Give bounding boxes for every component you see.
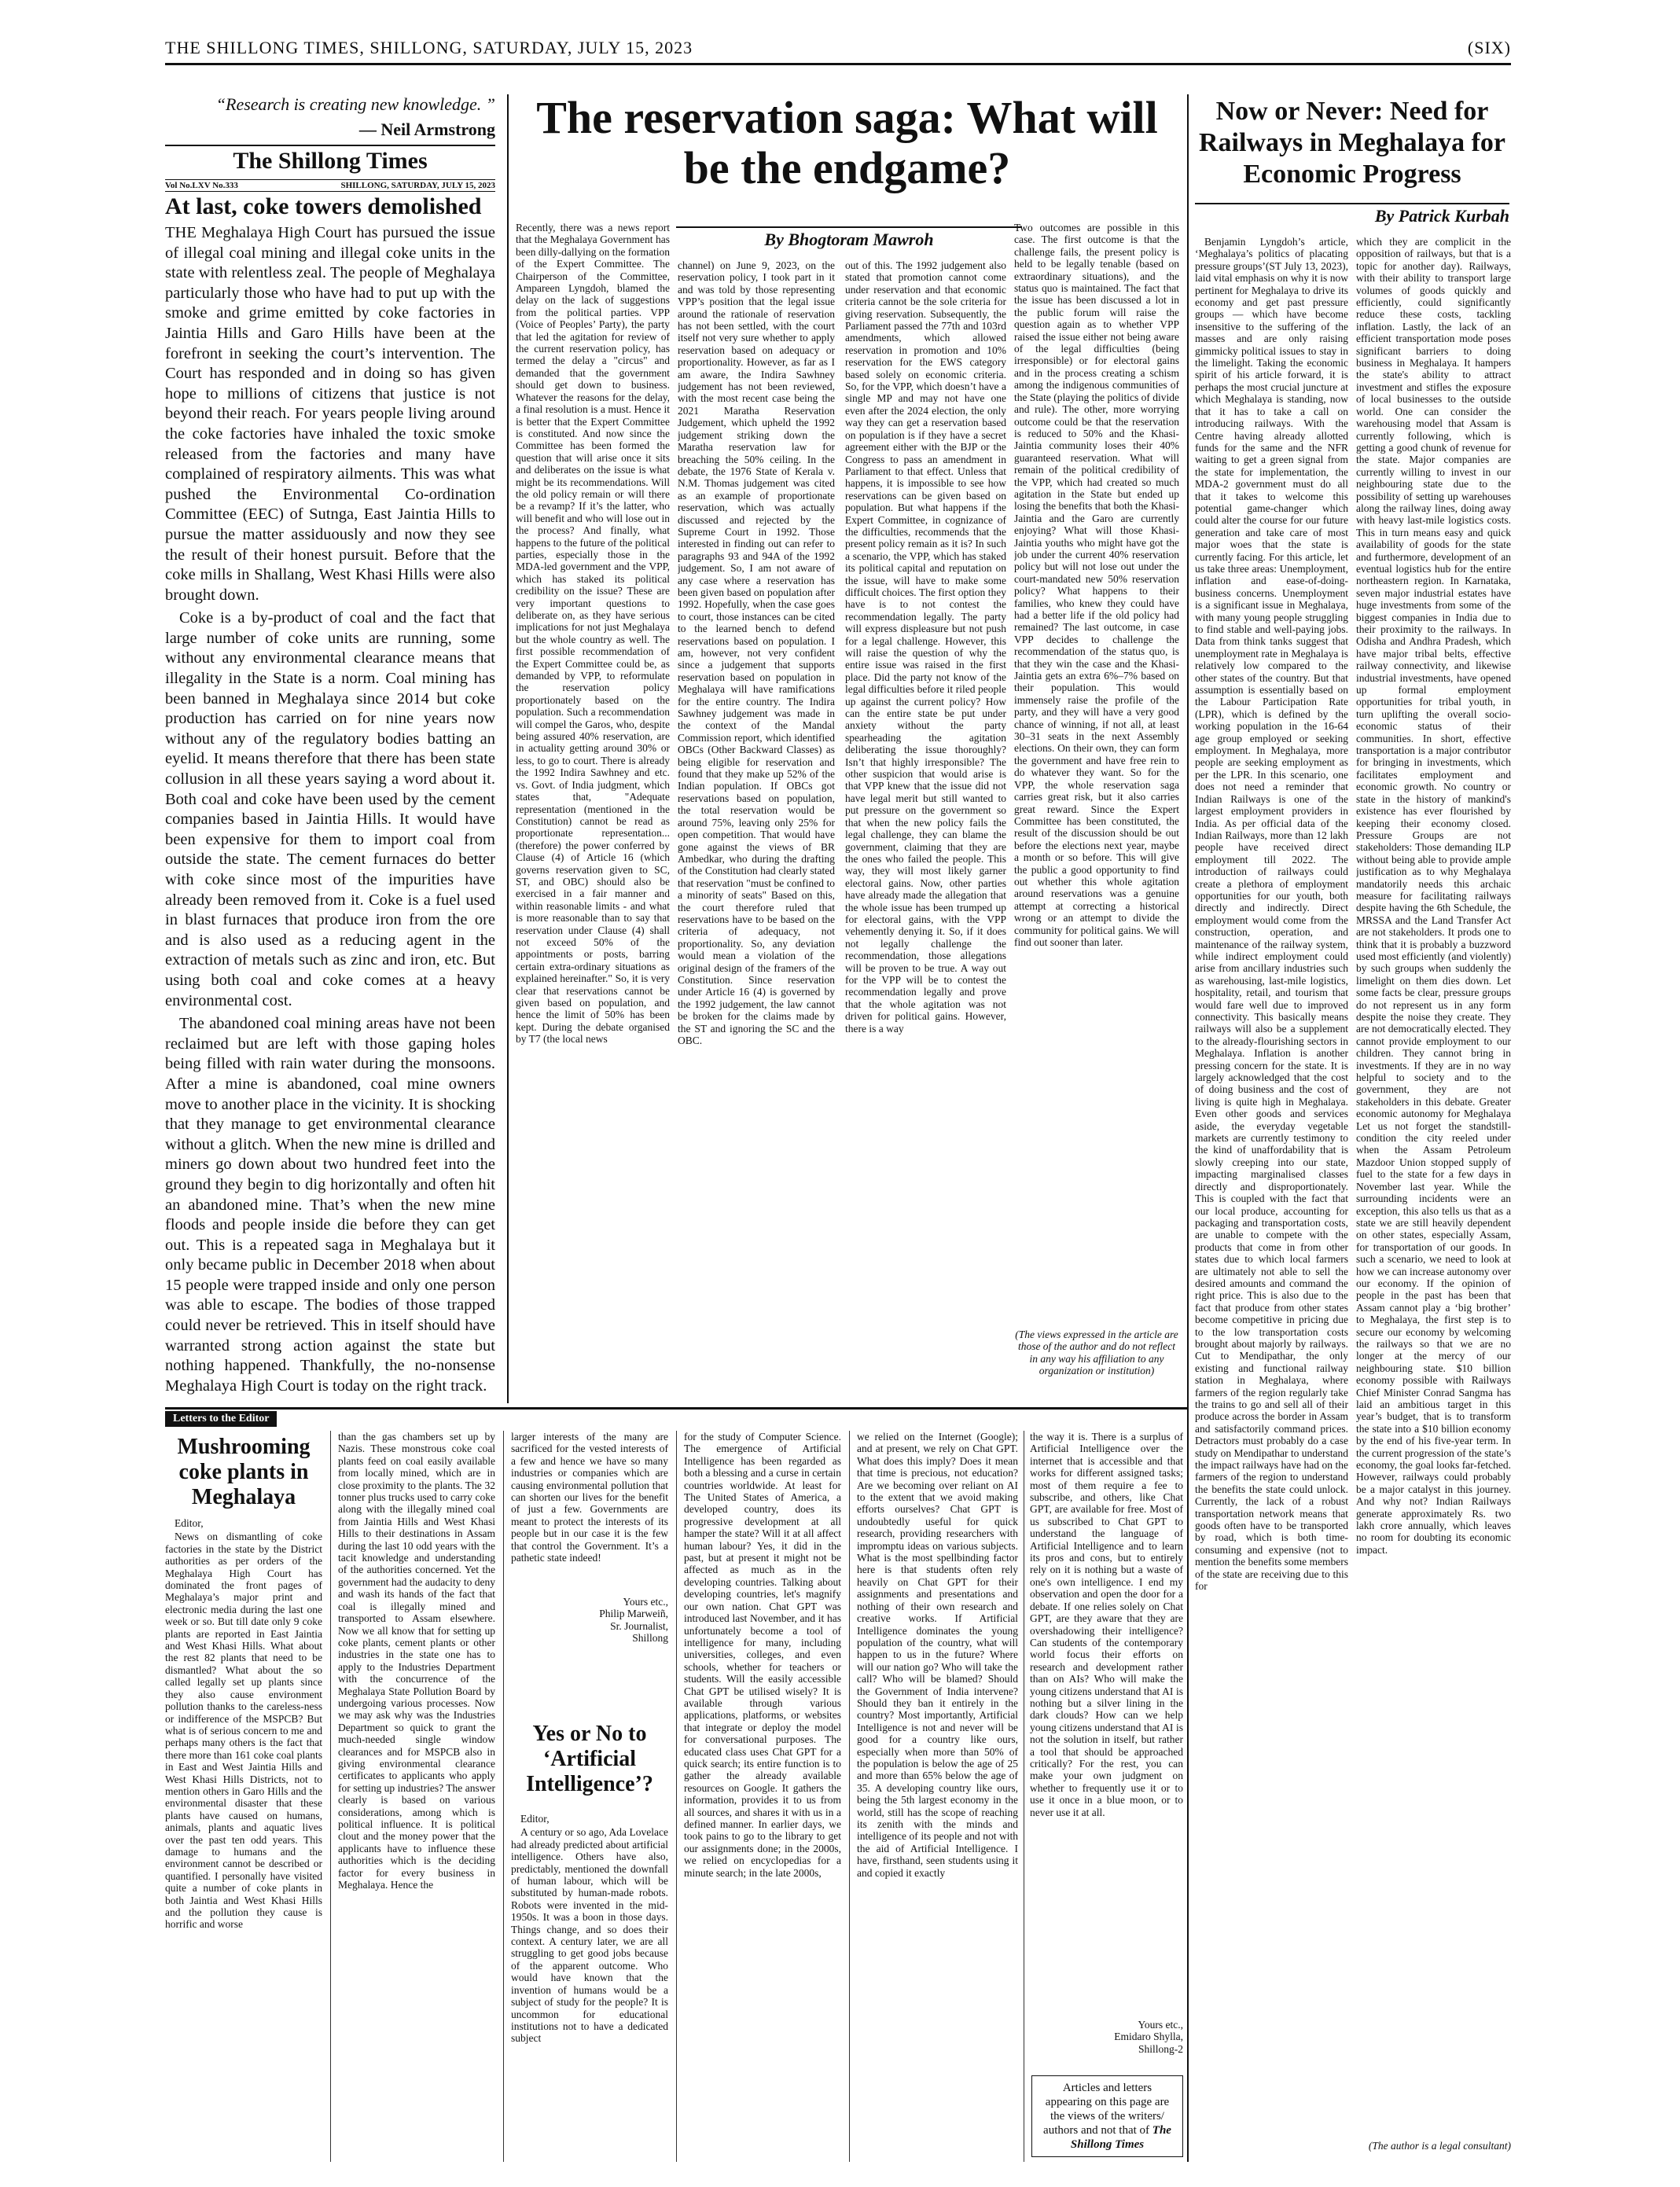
railways-col-1 <box>1195 236 1348 2154</box>
reservation-disclaimer: (The views expressed in the article are those of the author and do not reflect in any way his affiliation to any organization or institution) <box>1015 1329 1178 1377</box>
letter-text: than the gas chambers set up by Nazis. These monstrous coke coal plants feed on coal easily available from locally mined, which are in close proximity to the plants. The 32 tonner plus trucks used to carry coke along with the illegally mined coal from Jaintia Hills and West Khasi Hills to their destinations in Assam during the last 10 odd years with the tacit knowledge and understanding of the authorities concerned. Yet the government had the audacity to deny and wash its hands of the fact that coal is illegally mined and transported to Assam elsewhere. Now we all know that for setting up coke plants, cement plants or other industries in the state one has to apply to the Industries Department with the concurrence of the Meghalaya State Pollution Board by undergoing various processes. Now we may ask why was the Industries Department so quick to grant the much-needed single window clearances and for MSPCB also in giving environmental clearance certificates to applicants who apply for setting up industries? The answer clearly is based on various considerations, among which is political influence. It is political clout and the money power that the applicants have to influence these authorities which is the deciding factor for every business in Meghalaya. Hence the <box>338 1431 495 1891</box>
letters-section-bar <box>165 1411 1187 1428</box>
signature-line: Shillong-2 <box>1138 2042 1183 2055</box>
letter-coke-col-2 <box>338 1431 495 2162</box>
signature-line: Philip Marweiñ, <box>599 1608 668 1620</box>
masthead-dateline: SHILLONG, SATURDAY, JULY 15, 2023 <box>340 181 495 190</box>
letter-ai-signature <box>1030 2019 1183 2055</box>
letter-coke-signature <box>511 1596 668 1645</box>
column-divider <box>849 1431 850 2162</box>
letter-ai-col-4 <box>1030 1431 1183 2060</box>
reservation-text: Recently, there was a news report that the Meghalaya Government has been dilly-dallying on the formation of the Expert Committee. The Chairperson of the Committee, Ampareen Lyngdoh, blamed the delay on the lack of suggestions from the political parties. VPP (Voice of Peoples’ Party), the party that led the agitation for review of the current reservation policy, has termed the delay a "circus" and demanded that the government should get down to business. Whatever the reasons for the delay, a final resolution is a must. Hence it is better that the Expert Committee is constituted. And now since the Committee has been formed the question that will arise once it sits and deliberates on the issue is what might be its recommendations. Will the old policy remain or will there be a revamp? If it’s the latter, who will benefit and who will lose out in the process? And finally, what happens to the future of the political parties, especially those in the MDA-led government and the VPP, which has staked its political credibility on the issue? These are very important questions to deliberate on, as they have serious implications for not just Meghalaya but the whole country as well. The first possible recommendation of the Expert Committee could be, as demanded by VPP, to reformulate the reservation policy proportionately based on the population. Such a recommendation will compel the Garos, who, despite being assured 40% reservation, are in actuality getting around 30% or less, to go to court. There is already the 1992 Indira Sawhney and etc. vs. Govt. of India judgment, which states that, "Adequate representation (mentioned in the Constitution) cannot be read as proportionate representation... (therefore) the power conferred by Clause (4) of Article 16 (which governs reservation given to SC, ST, and OBC) should also be exercised in a fair manner and within reasonable limits - and what is more reasonable than to say that reservation under Clause (4) shall not exceed 50% of the appointments or posts, barring certain extra-ordinary situations as explained hereinafter." So, it is very clear that reservations cannot be given based on population, and hence the limit of 50% has been kept. During the debate organised by T7 (the local news <box>516 222 670 1046</box>
masthead-title: The Shillong Times <box>165 145 495 175</box>
letter-coke-col-1 <box>165 1517 322 2162</box>
editorial-paragraph: The abandoned coal mining areas have not been reclaimed but are left with those gaping holes being filled with rain water during the monsoons. After a mine is abandoned, coal mine owners move to another place in the vicinity. It is shocking that they manage to get environmental clearance without a glitch. When the new mine is drilled and miners go down about two hundred feet into the ground they begin to dig horizontally and often hit an abandoned mine. That’s when the new mine floods and people inside die before they can get out. This is a repeated saga in Meghalaya but it only became public in December 2018 when about 15 people were trapped inside and only one person was able to escape. The bodies of those trapped could never be retrieved. This in itself should have warranted strong action against the state but nothing happened. Thankfully, the no-nonsense Meghalaya High Court is today on the right track. <box>165 1015 495 1395</box>
letters-disclaimer-box <box>1031 2075 1183 2157</box>
volume-number: Vol No.LXV No.333 <box>165 181 238 190</box>
letter-ai-col-2 <box>684 1431 841 2162</box>
page-header-left: THE SHILLONG TIMES, SHILLONG, SATURDAY, JULY 15, 2023 <box>165 38 693 57</box>
letters-rule <box>165 1407 1187 1410</box>
letter-coke-col-3 <box>511 1431 668 1596</box>
editorial-paragraph: Coke is a by-product of coal and the fact that large number of coke units are running, some without any environmental clearance means that illegality in the State is a norm. Coal mining has been banned in Meghalaya since 2014 but coke production has carried on for nine years now without any of the regulatory bodies batting an eyelid. It means therefore that there has been state collusion in all these years saying a word about it. Both coal and coke have been used by the cement companies based in Jaintia Hills. It would have been expensive for them to import coal from outside the state. The cement furnaces do better with coke since most of the impurities have already been removed from it. Coke is a fuel used in blast furnaces that produce iron from the ore and is also used as a reducing agent in the extraction of metals such as zinc and iron, etc. But using both coal and coke comes at a heavy environmental cost. <box>165 609 495 1009</box>
header-rule <box>165 63 1511 65</box>
column-divider <box>503 1431 504 2162</box>
reservation-byline: By Bhogtoram Mawroh <box>764 230 934 249</box>
page-number: (SIX) <box>1467 38 1511 57</box>
reservation-col-2 <box>678 259 835 1403</box>
letters-section-label: Letters to the Editor <box>165 1411 277 1427</box>
signature-line: Emidaro Shylla, <box>1114 2031 1183 2043</box>
page-header <box>165 31 1511 58</box>
reservation-text: out of this. The 1992 judgement also stated that promotion cannot come under reservation and that economic criteria cannot be the sole criteria for giving reservation. Subsequently, the Parliament passed the 77th and 103rd amendments, which allowed reservation in promotion and 10% reservation for the EWS category based solely on economic criteria. So, for the VPP, which doesn’t have a single MP and may not have one even after the 2024 election, the only way they can get a reservation based on population is if they have a secret agreement either with the BJP or the Congress to pass an amendment in Parliament to that effect. Unless that happens, it is impossible to see how reservations can be given based on population. But what happens if the Expert Committee, in cognizance of the difficulties, recommends that the present policy remain as it is? In such a scenario, the VPP, which has staked its political capital and reputation on the issue, will have to make some difficult choices. The first option they have is to not contest the recommendation legally. The party will express displeasure but not push for a legal challenge. However, this will raise the question of why the entire issue was raised in the first place. Did the party not know of the legal difficulties before it riled people up against the current policy? How can the entire state be put under anxiety without the party spearheading the agitation deliberating the issue thoroughly? Isn’t that highly irresponsible? The other suspicion that would arise is that VPP knew that the issue did not have legal merit but still wanted to put pressure on the government so that when the new policy fails the legal challenge, they can blame the government, claiming that they are the ones who failed the people. This way, they will most likely garner electoral gains. Now, other parties have already made the allegation that the whole issue has been trumped up for electoral gains, with the VPP vehemently denying it. So, if it does not legally challenge the recommendation, those allegations will be proven to be true. A way out for the VPP will be to contest the recommendation legally and prove that the whole agitation was not driven for political gains. However, there is a way <box>845 259 1006 1035</box>
letter-salutation: Editor, <box>520 1813 550 1825</box>
reservation-text: channel) on June 9, 2023, on the reservation policy, I took part in it and was told by those representing VPP’s position that the legal issue around the rationale of reservation has not been settled, with the court itself not very sure whether to apply reservation based on adequacy or proportionality. However, as far as I am aware, the Indira Sawhney judgement has not been reviewed, with the most recent case being the 2021 Maratha Reservation Judgement, which upheld the 1992 judgement striking down the Maratha reservation law for breaching the 50% ceiling. In the debate, the 1976 State of Kerala v. N.M. Thomas judgement was cited as an example of proportionate reservation, which was actually discussed and rejected by the Supreme Court in 1992. Those interested in finding out can refer to paragraphs 93 and 94A of the 1992 judgement. So, I am not aware of any case where a reservation has been given based on population after 1992. Hopefully, when the case goes to court, those instances can be cited to the learned bench to defend reservations based on population. I am, however, not very confident since a judgement that supports reservation based on population in Meghalaya will have ramifications for the entire country. The Indira Sawhney judgement was made in the context of the Mandal Commission report, which identified OBCs (Other Backward Classes) as being eligible for reservation and found that they make up 52% of the Indian population. If OBCs got reservations based on population, the total reservation would be around 75%, leaving only 25% for open competition. That would have gone against the views of BR Ambedkar, who during the drafting of the Constitution had clearly stated that reservation "must be confined to a minority of seats" Based on this, the court therefore ruled that reservations have to be based on the criteria of adequacy, not proportionality. So, any deviation would mean a violation of the original design of the framers of the Constitution. Since reservation under Article 16 (4) is governed by the 1992 judgement, the law cannot be broken for the claims made by the ST and ignoring the SC and the OBC. <box>678 259 835 1046</box>
column-divider <box>507 94 509 1403</box>
letter-ai-col-3 <box>857 1431 1018 2162</box>
letter-text: for the study of Computer Science. The emergence of Artificial Intelligence has been regarded as both a blessing and a curse in certain countries worldwide. At least for The United States of America, a developed country, does its progressive development at all hamper the state? Will it at all affect human labour? Yes, it did in the past, but at present it might not be affected as much as in the developing countries. Talking about developing countries, let's magnify our own nation. Chat GPT was introduced last November, and it has unfortunately become a tool of intelligence for many, including universities, colleges, and even schools, whether for teachers or students. Will the easily accessible Chat GPT be utilised wisely? It is available through various applications, platforms, or websites that integrate or deploy the model for conversational purposes. The educated class uses Chat GPT for a quick search; its entire function is to gather the already available resources on Google. It gathers the information, provides it to us from all sources, and shares it with us in a defined manner. In earlier days, we took pains to go to the library to get our assignments done; in the 2000s, we relied on encyclopedias for a minute search; in the late 2000s, <box>684 1431 841 1879</box>
letter-coke-title: Mushrooming coke plants in Meghalaya <box>177 1435 311 1509</box>
railways-author-note: (The author is a legal consultant) <box>1368 2140 1511 2152</box>
masthead-quote-author: — Neil Armstrong <box>358 119 495 139</box>
letter-text: larger interests of the many are sacrificed for the vested interests of a few and hence we have so many industries or companies which are causing environmental pollution that can shorten our lives for the benefit of just a few. Governments are meant to protect the interests of its people but in our case it is the few that control the Government. It’s a pathetic state indeed! <box>511 1431 668 1564</box>
reservation-col-4 <box>1014 222 1179 1322</box>
letter-text: we relied on the Internet (Google); and at present, we rely on Chat GPT. What does this imply? Does it mean that time is precious, not education? Are we becoming over reliant on AI to the extent that we avoid making efforts ourselves? Chat GPT is undoubtedly useful for quick research, providing researchers with impromptu ideas on various subjects. What is the most spellbinding factor here is that students often rely heavily on Chat GPT for their assignments and presentations and nothing of their own research and creative works. If Artificial Intelligence dominates the young population of the country, what will happen to us in the future? Where will our nation go? Who will take the call? Who will be blamed? Should the Government of India intervene? Should they ban it entirely in the country? Most importantly, Artificial Intelligence is not and never will be good for a country like ours, especially when more than 50% of the population is below the age of 25 and more than 65% below the age of 35. A developing country like ours, being the 5th largest economy in the world, still has the scope of reaching its zenith with the minds and intelligence of its people and not with the aid of Artificial Intelligence. I have, firsthand, seen students using it and copied it exactly <box>857 1431 1018 1879</box>
editorial-title: At last, coke towers demolished <box>165 193 482 219</box>
column-divider <box>330 1431 331 2162</box>
letter-salutation: Editor, <box>175 1517 204 1529</box>
disclaimer-text: Articles and letters appearing on this page are the views of the writers/ authors and not that of <box>1043 2082 1170 2137</box>
letter-text: the way it is. There is a surplus of Artificial Intelligence over the internet that is accessible and that works for different assigned tasks; most of them require a fee to subscribe, and others, like Chat GPT, are available for free. Most of us subscribed to Chat GPT to understand the language of Artificial Intelligence and to learn its pros and cons, but to entirely rely on it is nothing but a waste of one's own intelligence. I end my observation and open the door for a debate. If one relies solely on Chat GPT, are they aware that they are overshadowing their intelligence? Can students of the contemporary world focus their efforts on research and development rather than on AIs? Who will make the young citizens understand that AI is nothing but a silver lining in the dark clouds? How can we help young citizens understand that AI is not the solution in itself, but rather a tool that should be approached critically? For the rest, you can make your own judgment on whether to frequently use it or to use it once in a blue moon, or to never use it at all. <box>1030 1431 1183 1818</box>
reservation-text: Two outcomes are possible in this case. The first outcome is that the challenge fails, the present policy is held to be legally tenable (based on extraordinary situations), and the status quo is maintained. The fact that the issue has been discussed a lot in the public forum will raise the question again as to whether VPP raised the issue either not being aware of the legal difficulties (being irresponsible) or for electoral gains and in the process creating a schism among the indigenous communities of the State (playing the politics of divide and rule). The other, more worrying outcome could be that the reservation is reduced to 50% and the Khasi-Jaintia community loses their 40% guaranteed reservation. What will remain of the political credibility of the VPP, which had created so much agitation in the State but ended up losing the benefits that both the Khasi-Jaintia and the Garo are currently enjoying? What will those Khasi-Jaintia youths who might have got the job under the current 40% reservation policy but will not lose out under the court-mandated new 50% reservation policy? What happens to their families, who knew they could have had a better life if the old policy had remained? The last outcome, in case VPP decides to challenge the recommendation of the status quo, is that they win the case and the Khasi-Jaintia gets an extra 6%–7% based on their population. This would immensely raise the profile of the party, and they will have a very good chance of winning, if not all, at least 30–31 seats in the next Assembly elections. On their own, they can form the government and have free rein to do whatever they want. So for the VPP, the whole reservation saga carries great risk, but it also carries great reward. Since the Expert Committee has been constituted, the result of the discussion should be out before the elections next year, maybe a month or so before. This will give the public a good opportunity to find out whether this whole agitation around reservations was a genuine attempt at correcting a historical wrong or an attempt to divide the community for political gains. We will find out sooner than later. <box>1014 222 1179 948</box>
reservation-col-3 <box>845 259 1006 1403</box>
signature-line: Sr. Journalist, <box>610 1619 668 1632</box>
letter-ai-title: Yes or No to ‘Artificial Intelligence’? <box>526 1722 653 1796</box>
railways-text: which they are complicit in the opposition of railways, but that is a topic for another day). Railways, with their ability to transport large volumes of goods quickly and efficiently, could significantly reduce these costs, tackling inflation. Lastly, the lack of an efficient transportation mode poses significant barriers to doing business in Meghalaya. It hampers the state's ability to attract investment and stifles the exposure of local businesses to the outside world. One can consider the warehousing model that Assam is currently following, which is getting a good chunk of revenue for the state. Major companies are currently willing to invest in our neighbouring state due to the possibility of setting up warehouses along the railway lines, doing away with heavy last-mile logistics costs. This in turn means easy and quick availability of goods for the state and furthermore, development of an eventual logistics hub for the entire northeastern region. In Karnataka, seven major industrial estates have huge investments from some of the biggest companies in India due to their proximity to the railways. In Odisha and Andhra Pradesh, which have major tribal belts, effective railway connectivity, and likewise industrial investments, have opened up formal employment opportunities for tribal youth, in turn uplifting the overall socio-economic status of their communities. In short, effective transportation is a major contributor for bringing in investments, which facilitates employment and economic growth. No country or state in the history of mankind's existence has ever flourished by keeping their economy closed. Pressure Groups are not stakeholders: Those demanding ILP without being able to provide ample justification as to why Meghalaya mandatorily needs this archaic measure for facilitating railways despite having the 6th Schedule, the MRSSA and the Land Transfer Act are not stakeholders. It prods one to think that it is probably a buzzword used most efficiently (and violently) by such groups when suddenly the limelight on them dies down. Let some facts be clear, pressure groups do not represent us in any form despite the noise they create. They are not democratically elected. They cannot provide employment to our children. They cannot bring in investments. If they are in no way helpful to society and to the government, they are not stakeholders in this debate. Greater economic autonomy for Meghalaya Let us not forget the standstill-condition the city reeled under when the Assam Petroleum Mazdoor Union stopped supply of fuel to the state for a few days in November last year. While the surrounding incidents were an exception, this also tells us that as a state we are still heavily dependent on other states, especially Assam, for transportation of our goods. In such a scenario, we need to look at how we can increase autonomy over our economy. If the opinion of people in the past has been that Assam cannot play a ‘big brother’ to Meghalaya, the first step is to secure our economy by welcoming the railways so that we are no longer at the mercy of our neighbouring state. $10 billion economy possible with Railways Chief Minister Conrad Sangma has laid an ambitious target in this year’s budget, that is to transform the state into a $10 billion economy by the end of his five-year term. In the current progression of the state’s economy, the goal looks far-fetched. However, railways could probably be a major catalyst in this journey. And why not? Indian Railways generate approximately Rs. two lakh crore annually, which leaves no room for doubting its economic impact. <box>1356 236 1511 1556</box>
signature-line: Yours etc., <box>623 1596 668 1608</box>
railways-text: Benjamin Lyngdoh’s article, ‘Meghalaya’s politics of placating pressure groups’(ST July 13, 2023), laid vital emphasis on why it is now pertinent for Meghalaya to drive its economy and get past pressure groups — which have become insensitive to the suffering of the masses and are only raising gimmicky political issues to stay in the limelight. Taking the economic spirit of his article forward, it is perhaps the most crucial juncture at which Meghalaya is standing, now that it has to take a call on introducing railways. With the Centre having already allotted funds for the same and the NFR waiting to get a green signal from the state for implementation, the MDA-2 government must do all that it takes to welcome this potential game-changer which could alter the course for our future generation and take care of most major woes that the state is currently facing. For this article, let us take three areas: Unemployment, inflation and ease-of-doing-business concerns. Unemployment is a significant issue in Meghalaya, with many young people struggling to find stable and well-paying jobs. Data from think tanks suggest that unemployment rate in Meghalaya is relatively low compared to the other states of the country. But that assumption is essentially based on the Labour Participation Rate (LPR), which is defined by the working population in the 16-64 age group employed or seeking employment. In Meghalaya, more people are seeking employment as per the LPR. In this scenario, one does not need a reminder that Indian Railways is one of the largest employment providers in India. As per official data of the Indian Railways, more than 12 lakh people have received direct employment till 2022. The introduction of railways could create a plethora of employment opportunities for our youth, both directly and indirectly. Direct employment would come from the construction, operation, and maintenance of the railway system, while indirect employment could arise from ancillary industries such as warehousing, last-mile logistics, hospitality, retail, and tourism that would fare well due to improved connectivity. This basically means railways will also be a supplement to the already-flourishing sectors in Meghalaya. Inflation is another pressing concern for the state. It is largely acknowledged that the cost of doing business and the cost of living is quite high in Meghalaya. Even other goods and services aside, the everyday vegetable markets are currently testimony to the kind of unaffordability that is slowly creeping into our state, impacting marginalised classes directly and disproportionately. This is coupled with the fact that our local produce, accounting for packaging and transportation costs, are unable to compete with the products that come in from other states due to which local farmers are ultimately not able to sell the desired amounts and command the right price. This is also due to the fact that produce from other states become competitive in pricing due to the low transportation costs brought about majorly by railways. Cut to Mendipathar, the only existing and functional railway station in Meghalaya, where farmers of the region regularly take the trains to go and sell all of their produce across the border in Assam and satisfactorily command prices. Detractors must probably do a case study on Mendipathar to understand the impact railways have had on the farmers of the region to understand the benefits the state could unlock. Currently, the lack of a robust transportation network means that goods often have to be transported by road, which is both time-consuming and expensive (not to mention the benefits some members of the state are receiving due to this for <box>1195 236 1348 1593</box>
signature-line: Yours etc., <box>1138 2019 1183 2031</box>
letter-ai-col-1 <box>511 1813 668 2162</box>
railways-headline: Now or Never: Need for Railways in Meghalaya for Economic Progress <box>1198 97 1506 189</box>
reservation-col-1 <box>516 222 670 1401</box>
column-divider <box>676 1431 677 2162</box>
byline-rule <box>1195 203 1509 204</box>
railways-col-2 <box>1356 236 1511 2138</box>
masthead-volume-line <box>165 179 495 192</box>
byline-rule <box>676 226 1022 228</box>
signature-line: Shillong <box>632 1632 668 1645</box>
editorial-paragraph: THE Meghalaya High Court has pursued the issue of illegal coal mining and illegal coke units in the state with relentless zeal. The people of Meghalaya particularly those who have had to put up with the smoke and grime emitted by coke factories in Jaintia Hills and Garo Hills have been at the forefront in seeking the court’s intervention. The Court has responded and in doing so has given hope to millions of citizens that justice is not beyond their reach. For years people living around the coke factories have inhaled the toxic smoke released from the factories and many have complained of respiratory ailments. This was what pushed the Environmental Co-ordination Committee (EEC) of Sutnga, East Jaintia Hills to pursue the matter assiduously and now they see the result of their honest pursuit. Before that the coke mills in Shallang, West Khasi Hills were also brought down. <box>165 224 495 604</box>
column-divider <box>1187 94 1189 2162</box>
railways-byline: By Patrick Kurbah <box>1374 206 1509 226</box>
letter-text: A century or so ago, Ada Lovelace had already predicted about artificial intelligence. Others have also, predictably, mentioned the downfall of human labour, which will be substituted by human-made robots. Robots were invented in the mid-1950s. It was a boon in those days. Things change, and so does their context. A century later, we are all struggling to get good jobs because of the apparent outcome. Who would have known that the invention of humans would be a subject of study for the people? It is uncommon for educational institutions not to have a dedicated subject <box>511 1826 668 2045</box>
masthead-quote: “Research is creating new knowledge. ” <box>215 94 495 114</box>
reservation-headline: The reservation saga: What will be the endgame? <box>536 92 1158 193</box>
editorial-body <box>165 223 495 1402</box>
letter-text: News on dismantling of coke factories in the state by the District authorities as per orders of the Meghalaya High Court has dominated the front pages of Meghalaya’s major print and electronic media during the last one week or so. But till date only 9 coke plants are reported in East Jaintia and West Khasi Hills. What about the rest 82 plants that need to be dismantled? What about the so called legally set up plants since they also cause environment pollution thanks to the careless-ness or indifference of the MSPCB? But what is of serious concern to me and perhaps many others is the fact that there more than 161 coke coal plants in East and West Jaintia Hills and West Khasi Hills Districts, not to mention others in Garo Hills and the environmental disaster that these plants have caused on humans, animals, plants and aquatic lives over the past ten odd years. This damage to humans and the environment cannot be described or quantified. I personally have visited quite a number of coke plants in both Jaintia and West Khasi Hills and the pollution they cause is horrific and worse <box>165 1531 322 1931</box>
disclaimer-paper-name: The Shillong Times <box>1070 2124 1171 2151</box>
